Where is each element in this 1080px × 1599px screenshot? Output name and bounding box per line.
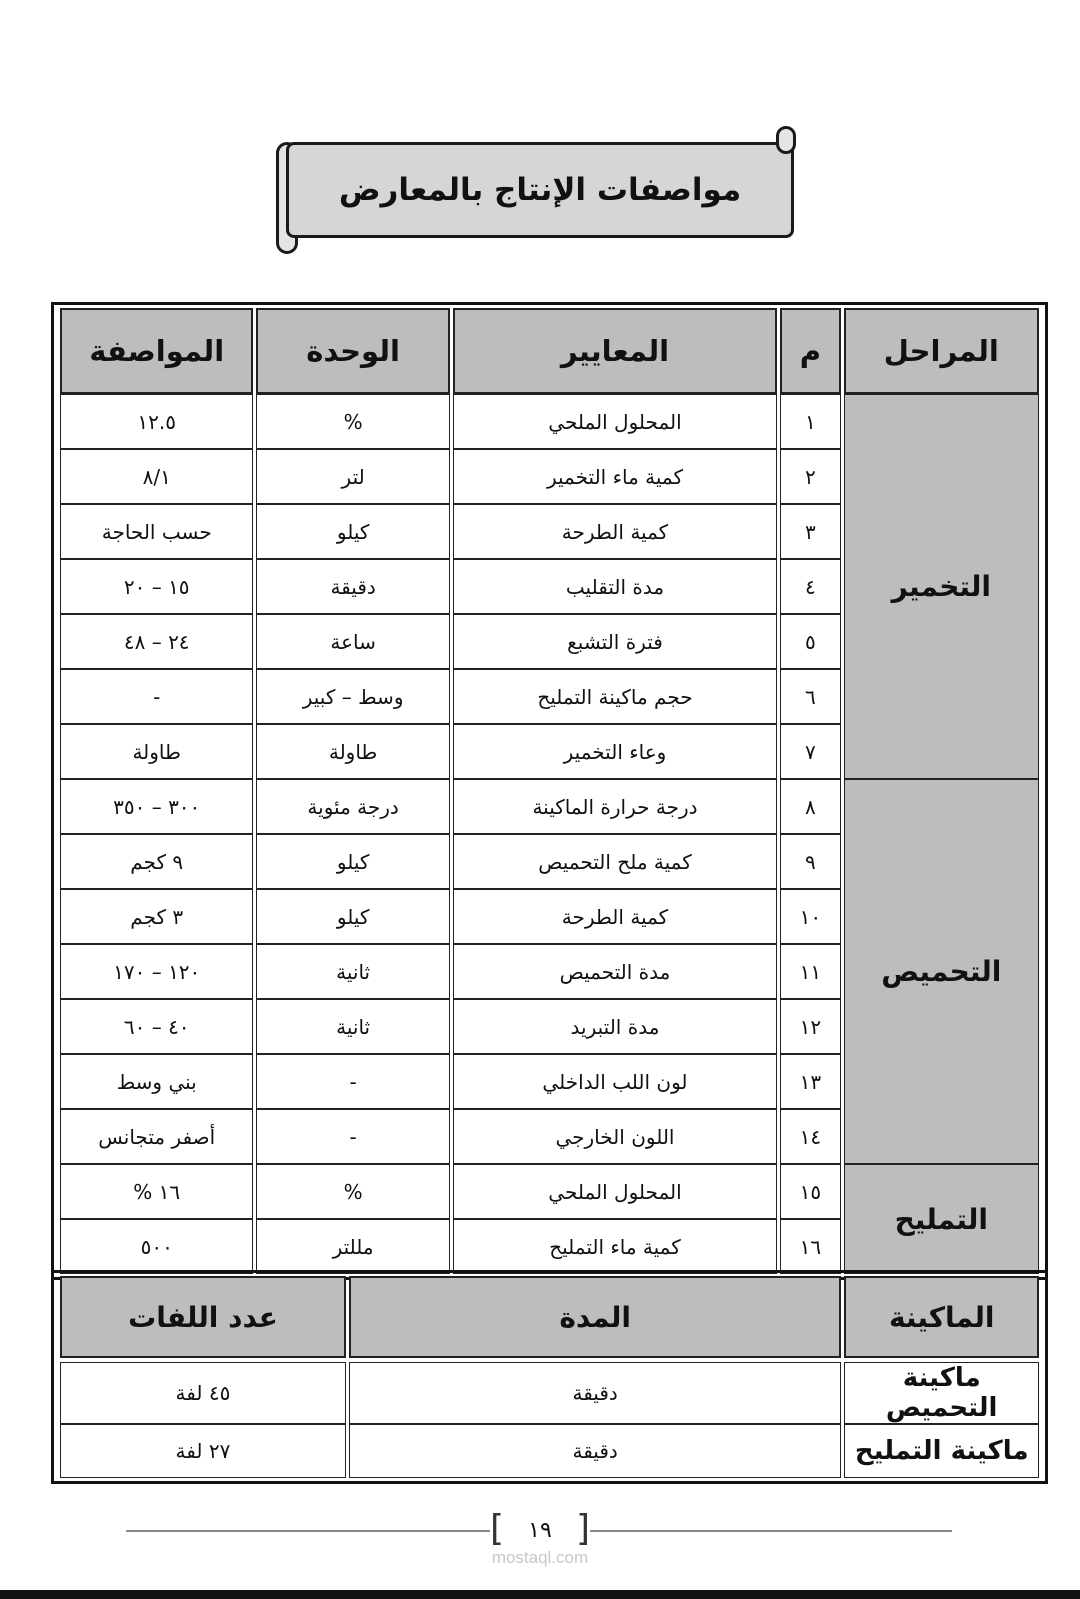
unit-cell: ساعة: [256, 614, 449, 669]
machine-name: ماكينة التحميص: [844, 1362, 1039, 1424]
criterion-cell: درجة حرارة الماكينة: [453, 779, 777, 834]
unit-cell: دقيقة: [256, 559, 449, 614]
unit-cell: درجة مئوية: [256, 779, 449, 834]
criterion-cell: فترة التشبع: [453, 614, 777, 669]
unit-cell: ثانية: [256, 944, 449, 999]
header-stages: المراحل: [844, 308, 1039, 394]
spec-cell: ٤٠ – ٦٠: [60, 999, 253, 1054]
criterion-cell: كمية ماء التمليح: [453, 1219, 777, 1274]
header-criteria: المعايير: [453, 308, 777, 394]
stage-name: التمليح: [844, 1164, 1039, 1274]
title-banner: [286, 142, 794, 238]
table-header-row: [60, 308, 1039, 394]
bottom-edge-bar: [0, 1590, 1080, 1599]
specifications-table-frame: [51, 302, 1048, 1280]
spec-cell: ٣٠٠ – ٣٥٠: [60, 779, 253, 834]
criterion-cell: مدة التبريد: [453, 999, 777, 1054]
spec-cell: ٣ كجم: [60, 889, 253, 944]
header-duration: المدة: [349, 1276, 842, 1358]
criterion-cell: لون اللب الداخلي: [453, 1054, 777, 1109]
criterion-cell: حجم ماكينة التمليح: [453, 669, 777, 724]
header-num: م: [780, 308, 840, 394]
stage-name: التخمير: [844, 394, 1039, 779]
duration-cell: دقيقة: [349, 1424, 842, 1478]
header-turns: عدد اللفات: [60, 1276, 346, 1358]
row-number: ٢: [780, 449, 840, 504]
machines-body: [60, 1358, 1039, 1478]
spec-cell: -: [60, 669, 253, 724]
spec-cell: طاولة: [60, 724, 253, 779]
spec-cell: ١٢.٥: [60, 394, 253, 449]
watermark: mostaql.com: [491, 1548, 589, 1567]
criterion-cell: المحلول الملحي: [453, 1164, 777, 1219]
duration-cell: دقيقة: [349, 1362, 842, 1424]
criterion-cell: كمية الطرحة: [453, 504, 777, 559]
row-number: ١٠: [780, 889, 840, 944]
stage-name: التحميص: [844, 779, 1039, 1164]
spec-cell: حسب الحاجة: [60, 504, 253, 559]
unit-cell: %: [256, 394, 449, 449]
specifications-body: [60, 394, 1039, 1274]
machines-table: [57, 1276, 1042, 1478]
criterion-cell: كمية ماء التخمير: [453, 449, 777, 504]
row-number: ١٣: [780, 1054, 840, 1109]
row-number: ٣: [780, 504, 840, 559]
row-number: ٦: [780, 669, 840, 724]
unit-cell: ثانية: [256, 999, 449, 1054]
criterion-cell: وعاء التخمير: [453, 724, 777, 779]
row-number: ١٢: [780, 999, 840, 1054]
unit-cell: %: [256, 1164, 449, 1219]
unit-cell: -: [256, 1054, 449, 1109]
spec-cell: ٩ كجم: [60, 834, 253, 889]
header-machine: الماكينة: [844, 1276, 1039, 1358]
machine-row: [60, 1424, 1039, 1478]
header-unit: الوحدة: [256, 308, 449, 394]
criterion-cell: المحلول الملحي: [453, 394, 777, 449]
row-number: ٧: [780, 724, 840, 779]
unit-cell: مللتر: [256, 1219, 449, 1274]
spec-cell: ٢٤ – ٤٨: [60, 614, 253, 669]
turns-cell: ٤٥ لفة: [60, 1362, 346, 1424]
unit-cell: كيلو: [256, 504, 449, 559]
spec-cell: أصفر متجانس: [60, 1109, 253, 1164]
machine-name: ماكينة التمليح: [844, 1424, 1039, 1478]
machines-table-frame: [51, 1270, 1048, 1484]
header-spec: المواصفة: [60, 308, 253, 394]
unit-cell: كيلو: [256, 834, 449, 889]
banner-right-curl: [776, 126, 796, 154]
spec-cell: ٥٠٠: [60, 1219, 253, 1274]
unit-cell: طاولة: [256, 724, 449, 779]
spec-cell: بني وسط: [60, 1054, 253, 1109]
spec-cell: ٨/١: [60, 449, 253, 504]
table-row: [60, 1164, 1039, 1219]
table-row: [60, 779, 1039, 834]
spec-cell: ١٢٠ – ١٧٠: [60, 944, 253, 999]
spec-cell: ١٥ – ٢٠: [60, 559, 253, 614]
spec-cell: ١٦ %: [60, 1164, 253, 1219]
table-row: [60, 394, 1039, 449]
criterion-cell: كمية ملح التحميص: [453, 834, 777, 889]
turns-cell: ٢٧ لفة: [60, 1424, 346, 1478]
unit-cell: وسط – كبير: [256, 669, 449, 724]
criterion-cell: اللون الخارجي: [453, 1109, 777, 1164]
criterion-cell: مدة التقليب: [453, 559, 777, 614]
row-number: ١٦: [780, 1219, 840, 1274]
unit-cell: -: [256, 1109, 449, 1164]
specifications-table: [57, 308, 1042, 1274]
unit-cell: لتر: [256, 449, 449, 504]
row-number: ٩: [780, 834, 840, 889]
unit-cell: كيلو: [256, 889, 449, 944]
criterion-cell: كمية الطرحة: [453, 889, 777, 944]
row-number: ٨: [780, 779, 840, 834]
row-number: ٥: [780, 614, 840, 669]
machine-row: [60, 1362, 1039, 1424]
row-number: ١٤: [780, 1109, 840, 1164]
row-number: ٤: [780, 559, 840, 614]
criterion-cell: مدة التحميص: [453, 944, 777, 999]
row-number: ١٥: [780, 1164, 840, 1219]
row-number: ١١: [780, 944, 840, 999]
machines-header-row: [60, 1276, 1039, 1358]
row-number: ١: [780, 394, 840, 449]
page-number: [ ١٩ ]: [490, 1512, 590, 1552]
page-title: مواصفات الإنتاج بالمعارض: [338, 172, 742, 208]
